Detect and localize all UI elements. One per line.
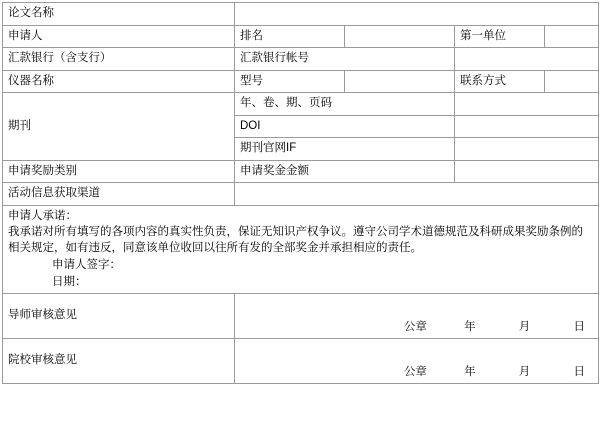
first-unit-label: 第一单位 <box>455 25 545 48</box>
award-amount-input[interactable] <box>455 160 599 183</box>
school-month-label: 月 <box>518 365 531 378</box>
advisor-review-inner <box>240 297 593 335</box>
advisor-year-label: 年 <box>464 320 476 333</box>
table-row-remit-bank <box>3 48 599 71</box>
school-stamp-row <box>404 365 591 381</box>
advisor-review-label-cell <box>3 294 235 339</box>
school-review-inner <box>240 342 593 380</box>
advisor-stamp-row <box>404 320 591 336</box>
info-channel-input[interactable] <box>235 183 599 206</box>
first-unit-input[interactable] <box>545 25 599 48</box>
school-review-area[interactable] <box>235 339 599 384</box>
paper-title-input[interactable] <box>235 3 599 26</box>
model-label: 型号 <box>235 70 345 93</box>
applicant-label: 申请人 <box>3 25 235 48</box>
table-row-paper-title <box>3 3 599 26</box>
doi-input[interactable] <box>455 115 599 138</box>
commitment-cell <box>3 205 599 294</box>
table-row-school-review <box>3 339 599 384</box>
journal-label: 期刊 <box>3 93 235 161</box>
remit-account-input[interactable] <box>455 48 599 71</box>
applicant-date-label[interactable]: 日期： <box>52 275 87 288</box>
table-row-instrument <box>3 70 599 93</box>
journal-if-input[interactable] <box>455 138 599 161</box>
school-review-label: 院校审核意见 <box>8 354 77 367</box>
remit-bank-label: 汇款银行（含支行） <box>3 48 235 71</box>
instrument-name-label: 仪器名称 <box>3 70 235 93</box>
year-volume-issue-page-input[interactable] <box>455 93 599 116</box>
table-row-info-channel <box>3 183 599 206</box>
advisor-day-label: 日 <box>573 320 585 333</box>
school-stamp-label: 公章 <box>403 365 427 378</box>
journal-if-label: 期刊官网IF <box>235 138 455 161</box>
table-row-applicant <box>3 25 599 48</box>
school-year-label: 年 <box>464 365 476 378</box>
commitment-body: 我承诺对所有填写的各项内容的真实性负责，保证无知识产权争议。遵守公司学术道德规范及科研成果奖励条例的相关规定，如有违反，同意该单位收回以往所有发的全部奖金并承担相应的责任。 <box>8 226 583 254</box>
contact-input[interactable] <box>545 70 599 93</box>
rank-input[interactable] <box>345 25 455 48</box>
advisor-stamp-label: 公章 <box>403 320 427 333</box>
table-row-commitment <box>3 205 599 294</box>
contact-label: 联系方式 <box>455 70 545 93</box>
year-volume-issue-page-label: 年、卷、期、页码 <box>235 93 455 116</box>
paper-title-label: 论文名称 <box>3 3 235 26</box>
doi-label: DOI <box>235 115 455 138</box>
table-row-journal-year <box>3 93 599 116</box>
rank-label: 排名 <box>235 25 345 48</box>
advisor-review-area[interactable] <box>235 294 599 339</box>
table-row-advisor-review <box>3 294 599 339</box>
info-channel-label: 活动信息获取渠道 <box>3 183 235 206</box>
table-row-award <box>3 160 599 183</box>
application-form-table <box>2 2 599 384</box>
advisor-review-label: 导师审核意见 <box>8 309 77 322</box>
school-day-label: 日 <box>573 365 585 378</box>
award-amount-label: 申请奖金金额 <box>235 160 455 183</box>
advisor-month-label: 月 <box>518 320 531 333</box>
school-review-label-cell <box>3 339 235 384</box>
commitment-title: 申请人承诺： <box>8 209 77 222</box>
remit-account-label: 汇款银行帐号 <box>235 48 455 71</box>
model-input[interactable] <box>345 70 455 93</box>
applicant-signature-label[interactable]: 申请人签字： <box>52 259 121 272</box>
award-type-label: 申请奖励类别 <box>3 160 235 183</box>
